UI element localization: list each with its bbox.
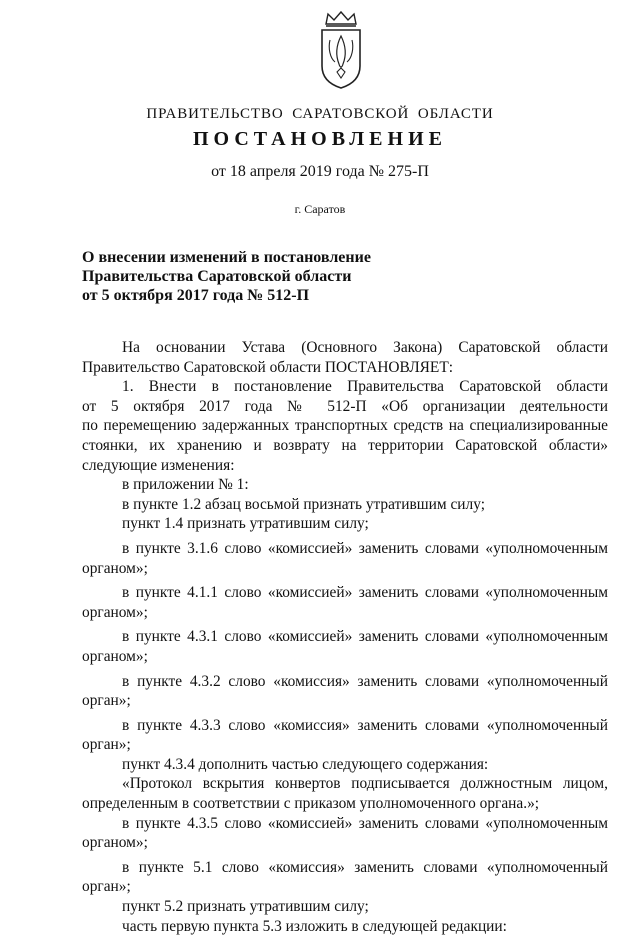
body-line: пункт 5.2 признать утратившим силу; <box>122 898 369 916</box>
body-line: в пункте 1.2 абзац восьмой признать утратившим силу; <box>122 495 485 513</box>
body-line: от 5 октября 2017 года № 512-П «Об организации деятельности <box>82 397 608 415</box>
body-line: пункт 1.4 признать утратившим силу; <box>122 515 369 533</box>
body-line: орган»; <box>82 692 131 710</box>
body-line: определенным в соответствии с приказом уполномоченного органа.»; <box>82 795 540 813</box>
body-line: органом»; <box>82 559 148 577</box>
body-line: часть первую пункта 5.3 изложить в следующей редакции: <box>122 917 507 935</box>
subject-line: от 5 октября 2017 года № 512-П <box>82 287 310 304</box>
government-title: ПРАВИТЕЛЬСТВО САРАТОВСКОЙ ОБЛАСТИ <box>146 106 494 122</box>
body-line: в пункте 4.3.2 слово «комиссия» заменить словами «уполномоченный <box>122 672 608 690</box>
body-line: по перемещению задержанных транспортных средств на специализированные <box>82 417 608 435</box>
body-line: в пункте 5.1 слово «комиссия» заменить словами «уполномоченный <box>122 858 608 876</box>
body-line: в пункте 4.3.3 слово «комиссия» заменить словами «уполномоченный <box>122 716 608 734</box>
document-body <box>82 338 608 936</box>
coat-of-arms-icon <box>316 10 366 90</box>
body-line: стоянки, их хранению и возврату на территории Саратовской области» <box>82 436 608 454</box>
body-line: в пункте 3.1.6 слово «комиссией» заменить словами «уполномоченным <box>122 539 608 557</box>
subject-line: Правительства Саратовской области <box>82 268 352 285</box>
document-subject <box>82 248 422 305</box>
body-line: орган»; <box>82 736 131 754</box>
body-line: органом»; <box>82 647 148 665</box>
body-line: Правительство Саратовской области ПОСТАНОВЛЯЕТ: <box>82 358 454 376</box>
body-line: На основании Устава (Основного Закона) Саратовской области <box>122 339 608 356</box>
body-line: 1. Внести в постановление Правительства Саратовской области <box>122 378 608 396</box>
body-line: органом»; <box>82 834 148 852</box>
body-line: в пункте 4.1.1 слово «комиссией» заменить словами «уполномоченным <box>122 584 608 602</box>
document-date-number: от 18 апреля 2019 года № 275-П <box>211 163 429 180</box>
body-line: «Протокол вскрытия конвертов подписывается должностным лицом, <box>122 775 608 793</box>
body-line: орган»; <box>82 878 131 896</box>
body-line: в пункте 4.3.1 слово «комиссией» заменить словами «уполномоченным <box>122 628 608 646</box>
document-type: ПОСТАНОВЛЕНИЕ <box>193 128 447 150</box>
city-label: г. Саратов <box>294 202 346 216</box>
body-line: пункт 4.3.4 дополнить частью следующего содержания: <box>122 755 489 773</box>
body-line: в приложении № 1: <box>122 476 249 494</box>
body-line: в пункте 4.3.5 слово «комиссией» заменить словами «уполномоченным <box>122 814 608 832</box>
body-line: органом»; <box>82 603 148 621</box>
subject-line: О внесении изменений в постановление <box>82 249 371 266</box>
body-line: следующие изменения: <box>82 456 235 474</box>
